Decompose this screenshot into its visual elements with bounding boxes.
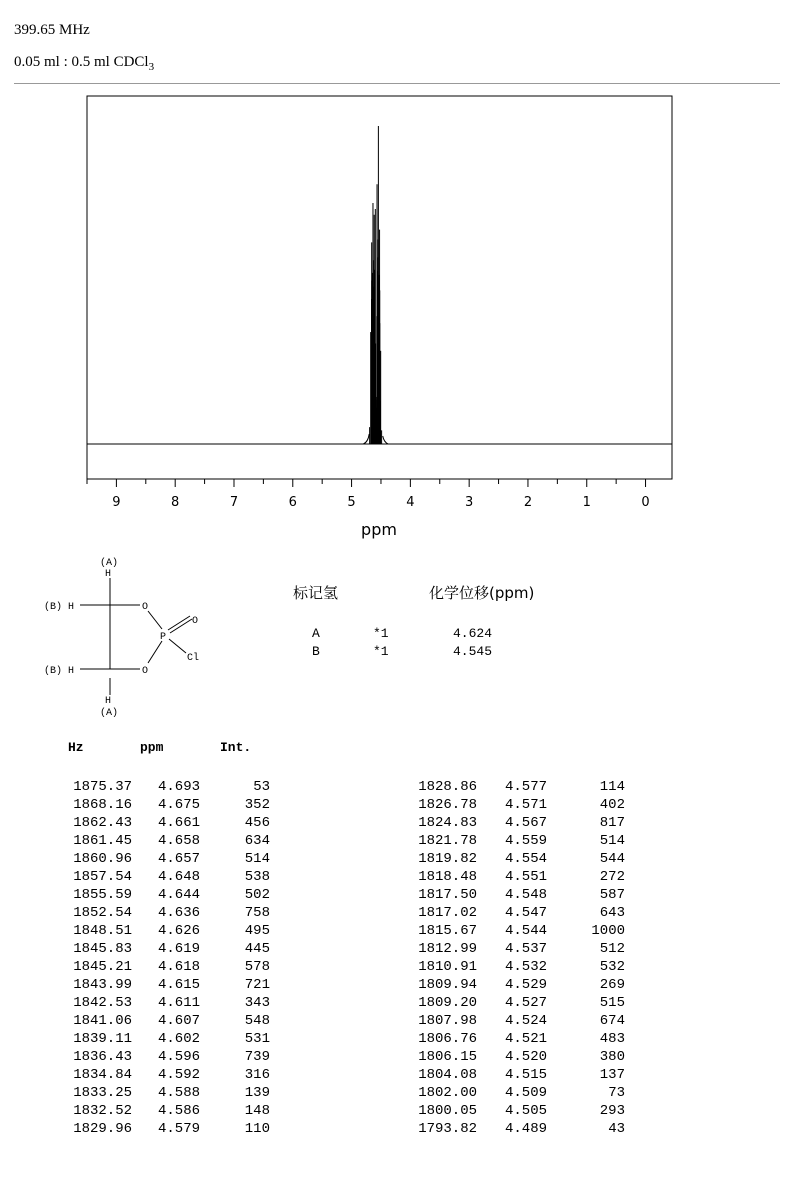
table-row — [50, 886, 270, 904]
peak-ppm: 4.554 — [504, 851, 547, 867]
peak-int: 110 — [244, 1121, 270, 1137]
peak-ppm: 4.520 — [504, 1049, 547, 1065]
peak-table-header-int: Int. — [220, 740, 252, 755]
peak-ppm: 4.551 — [504, 869, 547, 885]
peak-ppm: 4.602 — [157, 1031, 200, 1047]
table-row — [403, 1030, 625, 1048]
peak-hz: 1793.82 — [418, 1121, 477, 1137]
peak-hz: 1806.15 — [418, 1049, 477, 1065]
peak-ppm: 4.489 — [504, 1121, 547, 1137]
peak-int: 538 — [244, 869, 270, 885]
peak-hz: 1841.06 — [73, 1013, 132, 1029]
table-row — [403, 796, 625, 814]
table-row — [50, 976, 270, 994]
peak-ppm: 4.588 — [157, 1085, 200, 1101]
x-tick-label: 4 — [406, 495, 415, 510]
peak-hz: 1832.52 — [73, 1103, 132, 1119]
peak-int: 739 — [244, 1049, 270, 1065]
peak-hz: 1855.59 — [73, 887, 132, 903]
table-row — [50, 778, 270, 796]
table-row — [403, 850, 625, 868]
peak-hz: 1812.99 — [418, 941, 477, 957]
peak-hz: 1818.48 — [418, 869, 477, 885]
peak-hz: 1817.02 — [418, 905, 477, 921]
peak-ppm: 4.626 — [157, 923, 200, 939]
peak-ppm: 4.577 — [504, 779, 547, 795]
peak-ppm: 4.548 — [504, 887, 547, 903]
table-row — [403, 886, 625, 904]
peak-ppm: 4.529 — [504, 977, 547, 993]
peak-int: 316 — [244, 1067, 270, 1083]
peak-ppm: 4.579 — [157, 1121, 200, 1137]
atom-o-lower: O — [142, 666, 149, 677]
atom-p: P — [160, 632, 167, 643]
spectrometer-frequency: 399.65 MHz — [14, 22, 90, 38]
table-row — [50, 958, 270, 976]
peak-hz: 1802.00 — [418, 1085, 477, 1101]
peak-int: 445 — [244, 941, 270, 957]
peak-ppm: 4.619 — [157, 941, 200, 957]
peak-int: 532 — [599, 959, 625, 975]
table-row — [403, 1012, 625, 1030]
peak-ppm: 4.607 — [157, 1013, 200, 1029]
x-tick-label: 1 — [582, 495, 591, 510]
peak-int: 634 — [244, 833, 270, 849]
peak-int: 73 — [608, 1085, 625, 1101]
peak-int: 817 — [599, 815, 625, 831]
atom-label-a-bottom: (A) — [100, 708, 119, 719]
atom-h-top: H — [105, 569, 112, 580]
x-tick-label: 9 — [112, 495, 121, 510]
table-row — [403, 922, 625, 940]
peak-ppm: 4.515 — [504, 1067, 547, 1083]
x-tick-label: 6 — [288, 495, 297, 510]
x-tick-label: 5 — [347, 495, 356, 510]
peak-ppm: 4.586 — [157, 1103, 200, 1119]
atom-h-bottom: H — [105, 696, 112, 707]
assignment-row-shift: 4.545 — [453, 644, 493, 659]
table-row — [403, 1084, 625, 1102]
assignment-header-label: 标记氢 — [293, 584, 339, 602]
table-row — [403, 940, 625, 958]
peak-ppm: 4.559 — [504, 833, 547, 849]
peak-hz: 1857.54 — [73, 869, 132, 885]
peak-int: 502 — [244, 887, 270, 903]
table-row — [50, 1012, 270, 1030]
peak-ppm: 4.571 — [504, 797, 547, 813]
table-row — [50, 1084, 270, 1102]
table-row — [403, 1048, 625, 1066]
peak-table-header-hz: Hz — [68, 740, 84, 755]
atom-label-b-lower: (B) H — [44, 666, 75, 677]
peak-int: 272 — [599, 869, 625, 885]
peak-int: 380 — [599, 1049, 625, 1065]
peak-hz: 1862.43 — [73, 815, 132, 831]
peak-int: 758 — [244, 905, 270, 921]
peak-int: 139 — [244, 1085, 270, 1101]
peak-hz: 1868.16 — [73, 797, 132, 813]
table-row — [50, 1030, 270, 1048]
atom-o-double: O — [192, 616, 199, 627]
peak-int: 674 — [599, 1013, 625, 1029]
peak-int: 495 — [244, 923, 270, 939]
peak-ppm: 4.544 — [504, 923, 547, 939]
peak-ppm: 4.618 — [157, 959, 200, 975]
table-row — [403, 778, 625, 796]
x-tick-label: 3 — [465, 495, 474, 510]
peak-ppm: 4.596 — [157, 1049, 200, 1065]
table-row — [50, 922, 270, 940]
peak-hz: 1829.96 — [73, 1121, 132, 1137]
peak-hz: 1806.76 — [418, 1031, 477, 1047]
x-tick-label: 8 — [171, 495, 180, 510]
sample-subscript: 3 — [148, 61, 155, 73]
peak-ppm: 4.532 — [504, 959, 547, 975]
peak-int: 514 — [599, 833, 625, 849]
peak-int: 512 — [599, 941, 625, 957]
table-row — [50, 1066, 270, 1084]
table-row — [50, 850, 270, 868]
sample-text: 0.05 ml : 0.5 ml CDCl — [14, 54, 149, 70]
atom-cl: Cl — [187, 653, 200, 664]
assignment-header-shift: 化学位移(ppm) — [429, 584, 535, 602]
peak-ppm: 4.636 — [157, 905, 200, 921]
table-row — [403, 1120, 625, 1138]
peak-hz: 1860.96 — [73, 851, 132, 867]
x-tick-label: 2 — [523, 495, 533, 510]
peak-int: 148 — [244, 1103, 270, 1119]
table-row — [403, 994, 625, 1012]
peak-ppm: 4.509 — [504, 1085, 547, 1101]
peak-hz: 1836.43 — [73, 1049, 132, 1065]
table-row — [403, 868, 625, 886]
peak-hz: 1819.82 — [418, 851, 477, 867]
peak-table-left — [50, 778, 270, 1138]
peak-ppm: 4.675 — [157, 797, 200, 813]
peak-hz: 1824.83 — [418, 815, 477, 831]
peak-ppm: 4.567 — [504, 815, 547, 831]
peak-table-right — [403, 778, 625, 1138]
peak-int: 643 — [599, 905, 625, 921]
nmr-spectrum-chart — [0, 0, 794, 560]
peak-hz: 1804.08 — [418, 1067, 477, 1083]
table-row — [50, 868, 270, 886]
peak-ppm: 4.521 — [504, 1031, 547, 1047]
assignment-row-label: A — [312, 626, 320, 641]
peak-ppm: 4.644 — [157, 887, 200, 903]
peak-hz: 1845.83 — [73, 941, 132, 957]
peak-ppm: 4.693 — [157, 779, 200, 795]
table-row — [403, 904, 625, 922]
peak-int: 578 — [244, 959, 270, 975]
peak-table-header-ppm: ppm — [140, 740, 164, 755]
table-row — [50, 832, 270, 850]
peak-int: 548 — [244, 1013, 270, 1029]
x-axis-label: ppm — [361, 520, 397, 539]
peak-hz: 1833.25 — [73, 1085, 132, 1101]
peak-ppm: 4.524 — [504, 1013, 547, 1029]
peak-ppm: 4.592 — [157, 1067, 200, 1083]
peak-hz: 1807.98 — [418, 1013, 477, 1029]
peak-ppm: 4.658 — [157, 833, 200, 849]
peak-hz: 1800.05 — [418, 1103, 477, 1119]
peak-ppm: 4.547 — [504, 905, 547, 921]
x-tick-label: 7 — [229, 495, 239, 510]
peak-int: 343 — [244, 995, 270, 1011]
assignment-row-label: B — [312, 644, 320, 659]
structure-bonds — [80, 578, 192, 695]
table-row — [50, 994, 270, 1012]
peak-int: 721 — [244, 977, 270, 993]
peak-hz: 1845.21 — [73, 959, 132, 975]
assignment-row-mult: *1 — [373, 644, 389, 659]
peak-int: 402 — [599, 797, 625, 813]
table-row — [50, 796, 270, 814]
atom-label-a-top: (A) — [100, 558, 119, 569]
table-row — [403, 1102, 625, 1120]
table-row — [50, 904, 270, 922]
peak-hz: 1821.78 — [418, 833, 477, 849]
peak-int: 515 — [599, 995, 625, 1011]
peak-ppm: 4.505 — [504, 1103, 547, 1119]
peak-hz: 1834.84 — [73, 1067, 132, 1083]
peak-hz: 1815.67 — [418, 923, 477, 939]
peak-ppm: 4.661 — [157, 815, 200, 831]
peak-hz: 1861.45 — [73, 833, 132, 849]
peak-ppm: 4.615 — [157, 977, 200, 993]
peak-int: 544 — [599, 851, 625, 867]
peak-int: 114 — [599, 779, 625, 795]
peak-int: 43 — [608, 1121, 625, 1137]
table-row — [50, 1048, 270, 1066]
table-row — [50, 1102, 270, 1120]
peak-int: 531 — [244, 1031, 270, 1047]
peak-hz: 1826.78 — [418, 797, 477, 813]
peak-lines — [363, 126, 388, 444]
peak-ppm: 4.537 — [504, 941, 547, 957]
peak-hz: 1875.37 — [73, 779, 132, 795]
peak-int: 53 — [253, 779, 270, 795]
peak-hz: 1848.51 — [73, 923, 132, 939]
table-row — [50, 1120, 270, 1138]
table-row — [403, 1066, 625, 1084]
molecule-structure — [36, 553, 266, 723]
peak-hz: 1809.94 — [418, 977, 477, 993]
peak-hz: 1817.50 — [418, 887, 477, 903]
peak-hz: 1809.20 — [418, 995, 477, 1011]
peak-int: 514 — [244, 851, 270, 867]
peak-ppm: 4.611 — [157, 995, 200, 1011]
peak-hz: 1842.53 — [73, 995, 132, 1011]
peak-int: 456 — [244, 815, 270, 831]
peak-hz: 1828.86 — [418, 779, 477, 795]
peak-hz: 1839.11 — [73, 1031, 132, 1047]
peak-hz: 1843.99 — [73, 977, 132, 993]
x-tick-label: 0 — [641, 495, 650, 510]
table-row — [403, 814, 625, 832]
peak-int: 137 — [599, 1067, 625, 1083]
peak-hz: 1810.91 — [418, 959, 477, 975]
table-row — [403, 976, 625, 994]
peak-int: 587 — [599, 887, 625, 903]
peak-int: 269 — [599, 977, 625, 993]
peak-ppm: 4.648 — [157, 869, 200, 885]
peak-int: 293 — [599, 1103, 625, 1119]
assignment-row-mult: *1 — [373, 626, 389, 641]
table-row — [50, 940, 270, 958]
peak-hz: 1852.54 — [73, 905, 132, 921]
x-axis-ticks — [87, 479, 650, 510]
atom-o-upper: O — [142, 602, 149, 613]
peak-ppm: 4.657 — [157, 851, 200, 867]
table-row — [403, 958, 625, 976]
peak-int: 352 — [244, 797, 270, 813]
table-row — [403, 832, 625, 850]
assignment-row-shift: 4.624 — [453, 626, 493, 641]
atom-label-b-upper: (B) H — [44, 602, 75, 613]
peak-int: 1000 — [591, 923, 625, 939]
peak-int: 483 — [599, 1031, 625, 1047]
peak-ppm: 4.527 — [504, 995, 547, 1011]
table-row — [50, 814, 270, 832]
